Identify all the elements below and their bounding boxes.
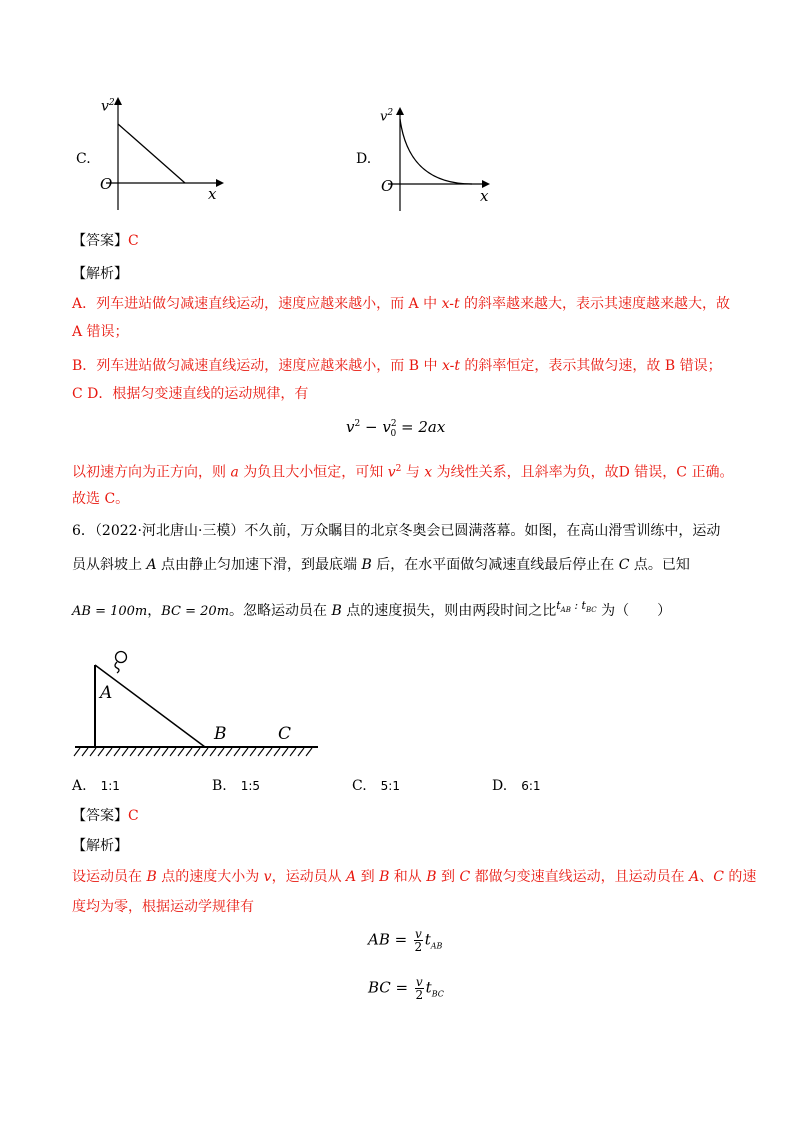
q6-line3: AB = 100m，BC = 20m。忽略运动员在 B 点的速度损失，则由两段时间之比$^{t_{AB} : t_{BC}}$ 为（ ） xyxy=(72,599,672,619)
option-b[interactable]: B. 1:5 xyxy=(212,778,261,794)
option-d[interactable]: D. 6:1 xyxy=(492,778,541,794)
graph-d-curve xyxy=(400,119,472,184)
graph-d-xlabel: x xyxy=(480,187,489,205)
q6-answer: 【答案】C xyxy=(72,808,139,824)
q5-line-a1: A．列车进站做匀减速直线运动，速度应越来越小，而 A 中 x-t 的斜率越来越大，表示其速度越来越大，故 xyxy=(72,296,731,312)
q5-line-a2: A 错误； xyxy=(72,324,129,340)
q5-equation: $v^2 - v^2_0 = 2ax$ xyxy=(346,418,446,439)
q6-line1: 6．（2022·河北唐山·三模）不久前，万众瞩目的北京冬奥会已圆满落幕。如图，在高山滑雪训练中，运动 xyxy=(72,523,721,539)
slope-figure xyxy=(70,645,330,760)
graph-d-origin: O xyxy=(381,177,394,195)
graph-d-option-label: D. xyxy=(356,151,372,167)
answer-tag: 【答案】 xyxy=(72,233,128,249)
point-b-label: B xyxy=(214,724,227,744)
q6-analysis-tag: 【解析】 xyxy=(72,838,128,854)
q5-answer xyxy=(72,231,139,251)
q5-line-b: B．列车进站做匀减速直线运动，速度应越来越小，而 B 中 x-t 的斜率恒定，表示其做匀速，故 B 错误； xyxy=(72,358,722,374)
q6-equation-bc: BC = $\frac{v}{2}$ $t_{BC}$ xyxy=(368,975,444,1002)
graph-c xyxy=(70,95,240,215)
graph-d xyxy=(350,105,520,215)
q6-equation-ab: AB = $\frac{v}{2}$ $t_{AB}$ xyxy=(368,927,443,954)
graph-c-line xyxy=(118,124,185,183)
q5-choose: 故选 C。 xyxy=(72,491,130,507)
q5-conclusion: 以初速方向为正方向，则 a 为负且大小恒定，可知 $v^2$ 与 x 为线性关系，且斜率为负，故D 错误，C 正确。 xyxy=(72,464,734,481)
option-a[interactable]: A. 1:1 xyxy=(72,778,120,794)
q6-solution-line2: 度均为零，根据运动学规律有 xyxy=(72,899,254,915)
answer-value: C xyxy=(128,233,139,249)
point-a-label: A xyxy=(100,683,113,703)
graph-c-origin: O xyxy=(100,175,113,193)
option-c[interactable]: C. 5:1 xyxy=(352,778,400,794)
graph-c-option-label: C. xyxy=(76,151,91,167)
skier-icon xyxy=(115,652,127,674)
graph-d-plot xyxy=(350,105,520,215)
graph-d-ylabel: $v^2$ xyxy=(380,108,394,125)
graph-c-ylabel: $v^2$ xyxy=(101,98,115,115)
q5-line-cd: C D．根据匀变速直线的运动规律，有 xyxy=(72,386,309,402)
q6-line2: 员从斜坡上 A 点由静止匀加速下滑，到最底端 B 后，在水平面做匀减速直线最后停止在 C 点。已知 xyxy=(72,557,690,573)
q6-solution-line1: 设运动员在 B 点的速度大小为 v，运动员从 A 到 B 和从 B 到 C 都做匀变速直线运动，且运动员在 A、C 的速 xyxy=(72,869,757,885)
graph-c-xlabel: x xyxy=(208,185,217,203)
q5-analysis-tag: 【解析】 xyxy=(72,266,128,282)
point-c-label: C xyxy=(278,724,292,744)
